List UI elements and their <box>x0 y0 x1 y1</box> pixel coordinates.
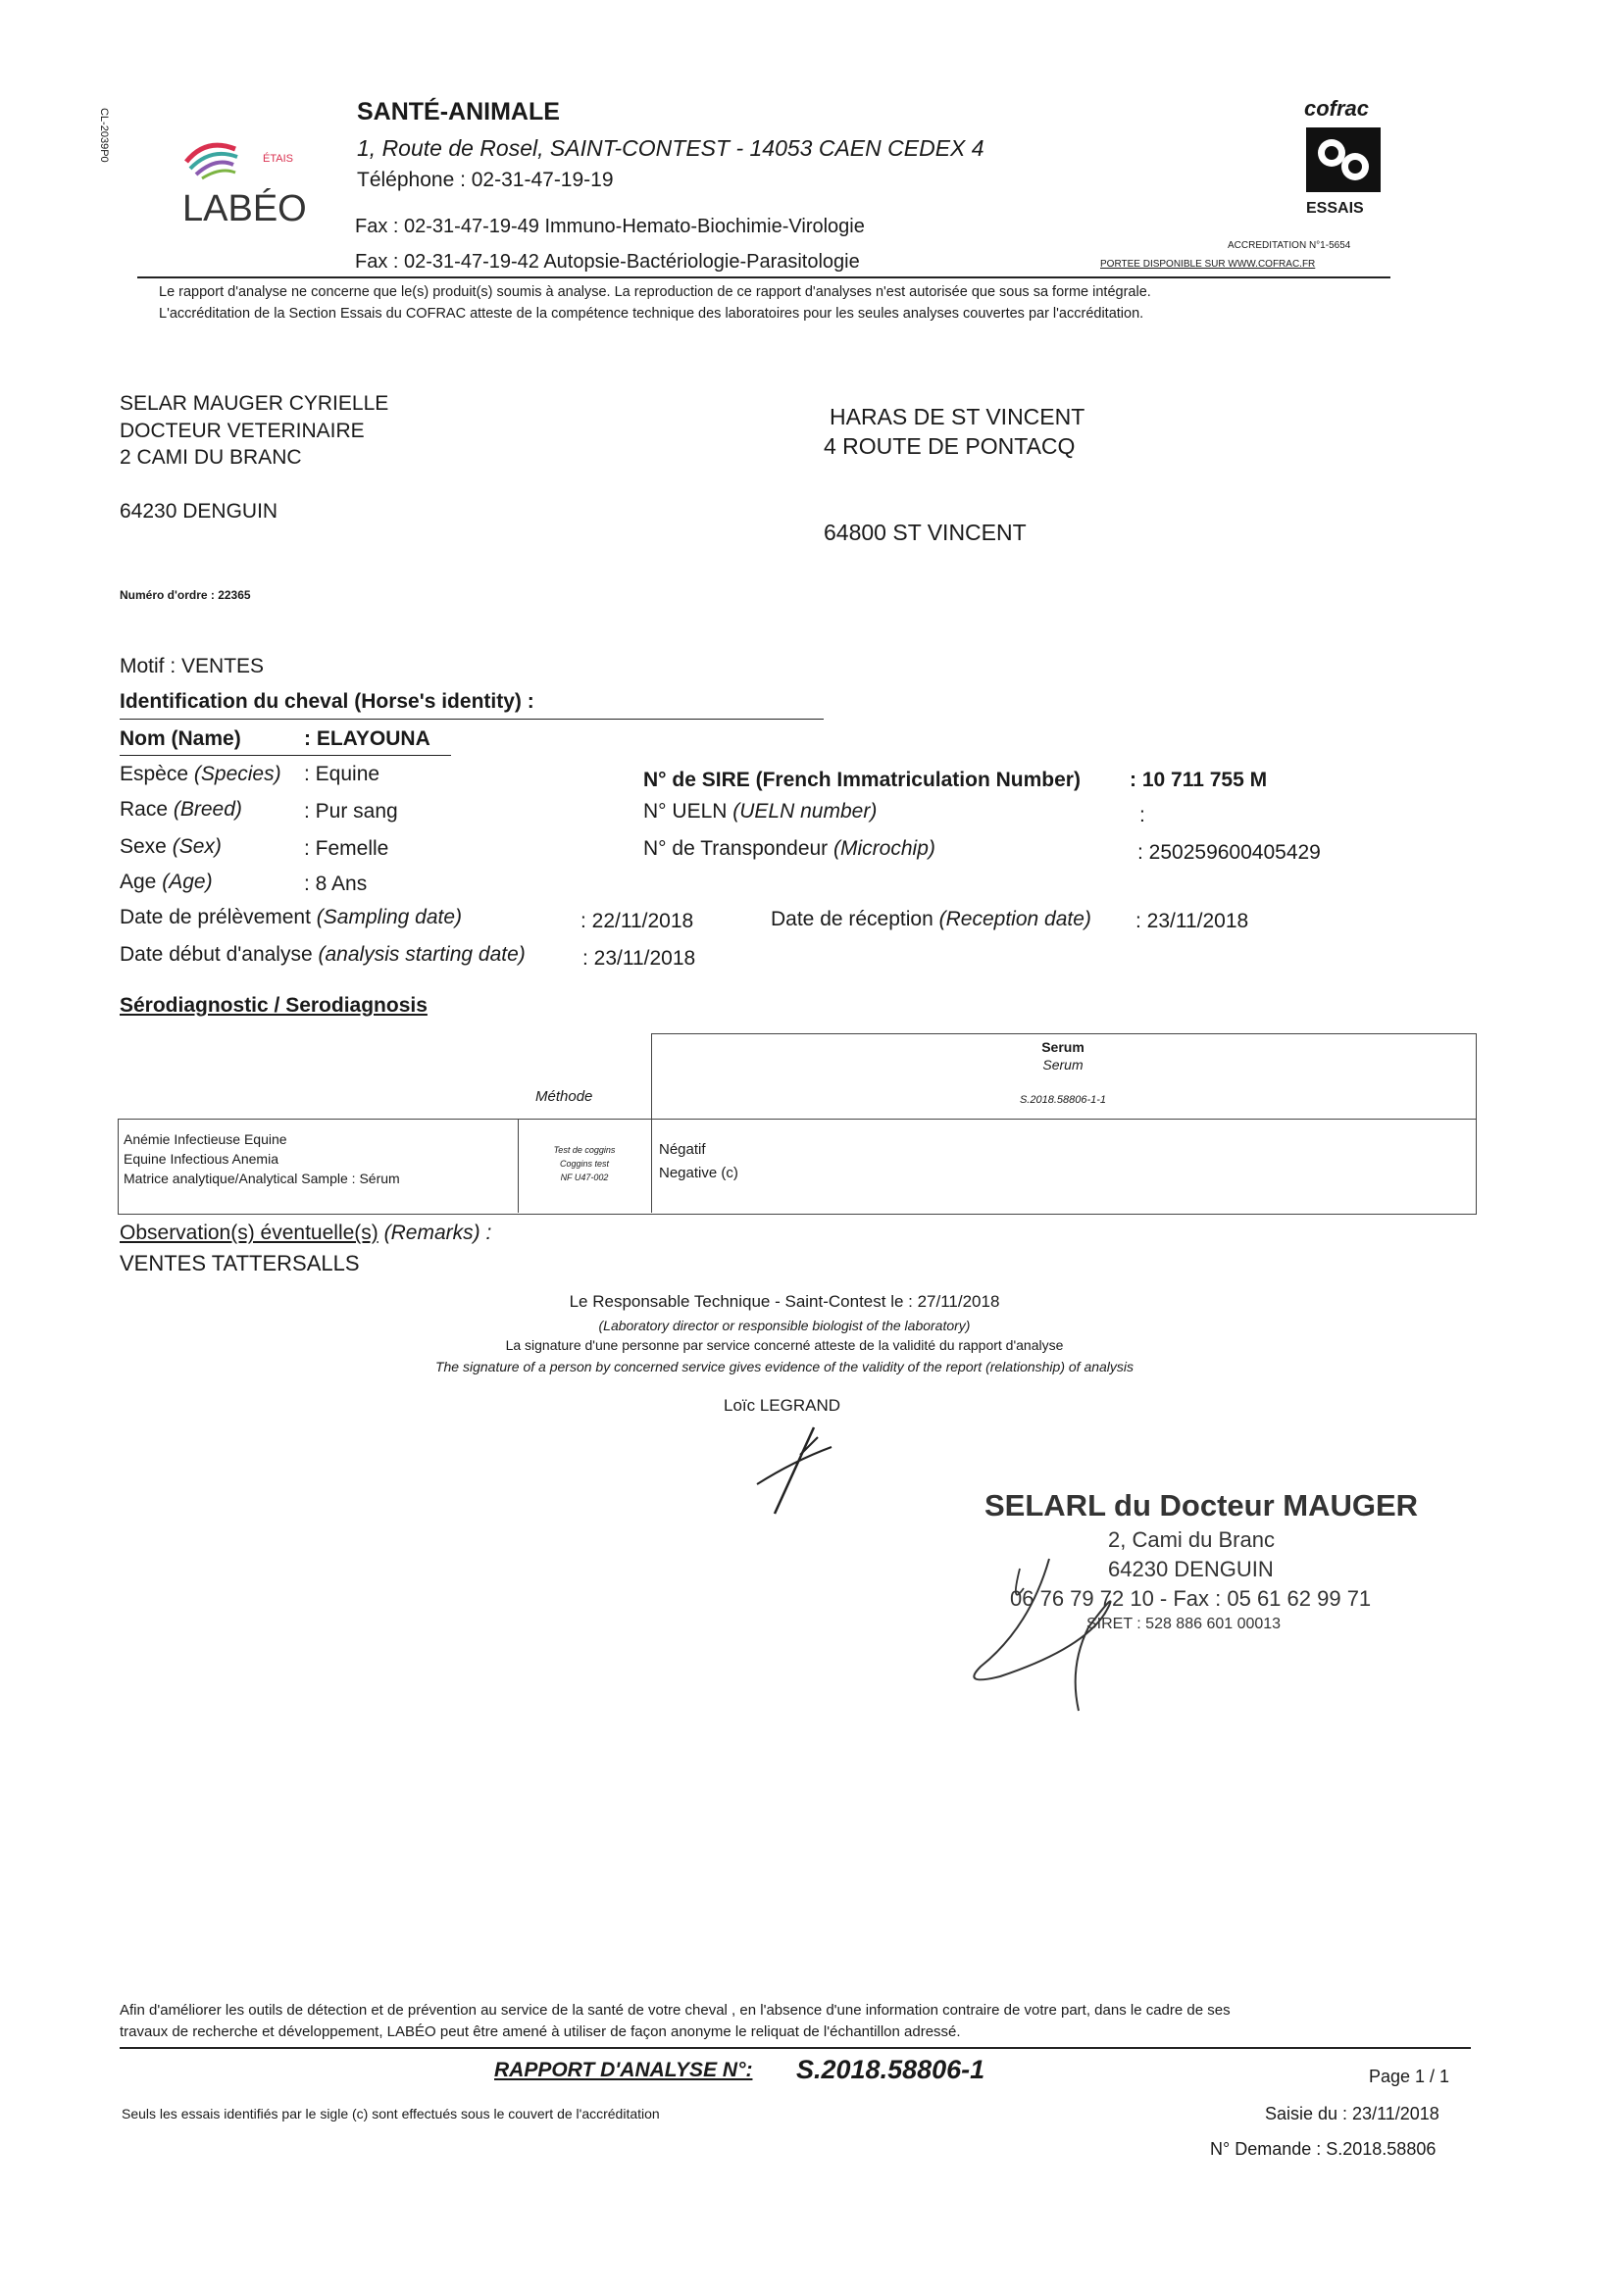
row-result-en: Negative (c) <box>659 1165 738 1181</box>
labeo-sub: ÉTAIS <box>263 153 293 165</box>
org-phone: Téléphone : 02-31-47-19-19 <box>357 169 614 191</box>
remarks-label <box>120 1222 491 1245</box>
table-divider-1 <box>518 1119 519 1213</box>
reception-label-fr: Date de réception <box>771 908 933 930</box>
sender-line-3: 2 CAMI DU BRANC <box>120 446 302 469</box>
col-method: Méthode <box>535 1088 593 1105</box>
org-name: SANTÉ-ANIMALE <box>357 98 560 125</box>
footer-note-1: Afin d'améliorer les outils de détection et de prévention au service de la santé de votre cheval , en l'absence d'une information contraire de votre part, dans le cadre de ses <box>120 2002 1231 2019</box>
remarks-value: VENTES TATTERSALLS <box>120 1251 360 1275</box>
row-method-2: Coggins test <box>559 1159 610 1169</box>
page-number: Page 1 / 1 <box>1369 2067 1450 2086</box>
sampling-label-fr: Date de prélèvement <box>120 906 311 928</box>
transp-label <box>643 837 935 861</box>
age-label <box>120 871 213 894</box>
breed-label-fr: Race <box>120 798 169 821</box>
sampling-value: : 22/11/2018 <box>580 910 694 932</box>
disclaimer-1: Le rapport d'analyse ne concerne que le(s) produit(s) soumis à analyse. La reproduction de ce rapport d'analyses n'est autorisée que sous sa forme intégrale. <box>159 284 1151 300</box>
start-label-fr: Date début d'analyse <box>120 943 313 966</box>
row-test-fr: Anémie Infectieuse Equine <box>124 1131 287 1147</box>
order-number: Numéro d'ordre : 22365 <box>120 588 251 602</box>
ueln-label-en: (UELN number) <box>732 800 878 823</box>
sign-name: Loïc LEGRAND <box>724 1396 841 1415</box>
stamp-line-5: SIRET : 528 886 601 00013 <box>1086 1616 1282 1632</box>
sire-label: N° de SIRE (French Immatriculation Number) <box>643 769 1081 791</box>
sign-line-1: Le Responsable Technique - Saint-Contest le : 27/11/2018 <box>569 1292 1000 1311</box>
remarks-label-en: (Remarks) : <box>383 1222 492 1244</box>
sex-value: : Femelle <box>304 837 389 860</box>
footer-rule <box>120 2047 1471 2049</box>
transp-value: : 250259600405429 <box>1137 841 1321 864</box>
table-body-box <box>118 1119 1477 1215</box>
row-matrix: Matrice analytique/Analytical Sample : Sérum <box>124 1171 400 1186</box>
sign-line-3: La signature d'une personne par service concerné atteste de la validité du rapport d'analyse <box>505 1337 1064 1353</box>
sampling-label <box>120 906 462 929</box>
signature-scribble-icon <box>745 1422 843 1520</box>
sex-label-en: (Sex) <box>172 835 222 858</box>
org-fax1: Fax : 02-31-47-19-49 Immuno-Hemato-Biochimie-Virologie <box>355 216 865 237</box>
side-code: CL-2039P0 <box>98 108 110 163</box>
sex-label-fr: Sexe <box>120 835 167 858</box>
cofrac-name: cofrac <box>1304 96 1370 121</box>
table-divider-2 <box>651 1119 652 1213</box>
accreditation-note: Seuls les essais identifiés par le sigle (c) sont effectués sous le couvert de l'accréditation <box>122 2106 660 2121</box>
start-label <box>120 943 526 967</box>
start-value: : 23/11/2018 <box>582 947 696 970</box>
ueln-label-fr: N° UELN <box>643 800 728 823</box>
species-label <box>120 763 281 786</box>
stamp-line-1: SELARL du Docteur MAUGER <box>984 1488 1419 1522</box>
col-serum-fr: Serum <box>1041 1039 1084 1055</box>
name-label: Nom (Name) <box>120 727 241 750</box>
reception-label <box>771 908 1091 931</box>
breed-value: : Pur sang <box>304 800 398 823</box>
start-label-en: (analysis starting date) <box>318 943 526 966</box>
identification-title: Identification du cheval (Horse's identity) : <box>120 690 534 713</box>
disclaimer-2: L'accréditation de la Section Essais du COFRAC atteste de la compétence technique des laboratoires pour les seules analyses couvertes par l'accréditation. <box>159 306 1144 322</box>
species-label-fr: Espèce <box>120 763 189 785</box>
portee-link[interactable]: PORTEE DISPONIBLE SUR WWW.COFRAC.FR <box>1100 259 1316 270</box>
stamp-line-2: 2, Cami du Branc <box>1108 1527 1275 1552</box>
labeo-logo-icon <box>177 127 333 186</box>
sender-line-1: SELAR MAUGER CYRIELLE <box>120 392 389 415</box>
report-number: S.2018.58806-1 <box>796 2055 985 2084</box>
serodiag-title: Sérodiagnostic / Serodiagnosis <box>120 994 428 1017</box>
saisie-date: Saisie du : 23/11/2018 <box>1265 2104 1439 2123</box>
report-label: RAPPORT D'ANALYSE N°: <box>494 2059 753 2081</box>
reception-label-en: (Reception date) <box>938 908 1091 930</box>
species-value: : Equine <box>304 763 380 785</box>
age-label-en: (Age) <box>162 871 213 893</box>
age-value: : 8 Ans <box>304 873 368 895</box>
sign-line-2: (Laboratory director or responsible biologist of the laboratory) <box>598 1318 971 1333</box>
cofrac-emblem-icon <box>1304 125 1383 194</box>
identification-rule <box>120 719 824 720</box>
species-label-en: (Species) <box>193 763 281 785</box>
ueln-label <box>643 800 877 824</box>
sample-id: S.2018.58806-1-1 <box>1019 1094 1107 1106</box>
demande-number: N° Demande : S.2018.58806 <box>1210 2139 1437 2159</box>
sign-line-4: The signature of a person by concerned service gives evidence of the validity of the report (relationship) of analysis <box>434 1359 1135 1374</box>
header-rule <box>137 276 1390 278</box>
row-result-fr: Négatif <box>659 1141 706 1158</box>
stamp-line-3: 64230 DENGUIN <box>1108 1557 1274 1581</box>
age-label-fr: Age <box>120 871 157 893</box>
labeo-logo <box>177 127 333 235</box>
recipient-line-3: 64800 ST VINCENT <box>824 520 1027 545</box>
breed-label-en: (Breed) <box>173 798 242 821</box>
reception-value: : 23/11/2018 <box>1135 910 1249 932</box>
sex-label <box>120 835 222 859</box>
sire-value: : 10 711 755 M <box>1130 769 1268 791</box>
recipient-line-1: HARAS DE ST VINCENT <box>830 404 1085 429</box>
motif: Motif : VENTES <box>120 655 265 677</box>
footer-note-2: travaux de recherche et développement, LABÉO peut être amené à utiliser de façon anonyme le reliquat de l'échantillon adressé. <box>120 2023 961 2040</box>
remarks-label-fr: Observation(s) éventuelle(s) <box>120 1222 378 1244</box>
row-test-en: Equine Infectious Anemia <box>124 1151 278 1167</box>
transp-label-en: (Microchip) <box>833 837 935 860</box>
sender-line-2: DOCTEUR VETERINAIRE <box>120 420 365 442</box>
org-address: 1, Route de Rosel, SAINT-CONTEST - 14053 CAEN CEDEX 4 <box>357 135 984 161</box>
org-fax2: Fax : 02-31-47-19-42 Autopsie-Bactériologie-Parasitologie <box>355 251 860 273</box>
breed-label <box>120 798 242 822</box>
recipient-line-2: 4 ROUTE DE PONTACQ <box>824 433 1076 459</box>
col-serum-en: Serum <box>1042 1057 1084 1073</box>
cofrac-logo <box>1292 96 1390 224</box>
row-method-3: NF U47-002 <box>560 1173 609 1182</box>
name-rule <box>120 755 451 756</box>
accreditation-number: ACCREDITATION N°1-5654 <box>1228 240 1351 251</box>
ueln-value: : <box>1139 804 1145 826</box>
sender-line-4: 64230 DENGUIN <box>120 500 278 523</box>
labeo-name: LABÉO <box>182 188 307 229</box>
stamp-signature-icon <box>941 1549 1137 1716</box>
row-method-1: Test de coggins <box>553 1145 616 1155</box>
cofrac-essais: ESSAIS <box>1306 200 1364 217</box>
name-value: : ELAYOUNA <box>304 727 430 750</box>
transp-label-fr: N° de Transpondeur <box>643 837 829 860</box>
stamp-line-4: 06 76 79 72 10 - Fax : 05 61 62 99 71 <box>1010 1586 1372 1611</box>
sampling-label-en: (Sampling date) <box>316 906 463 928</box>
